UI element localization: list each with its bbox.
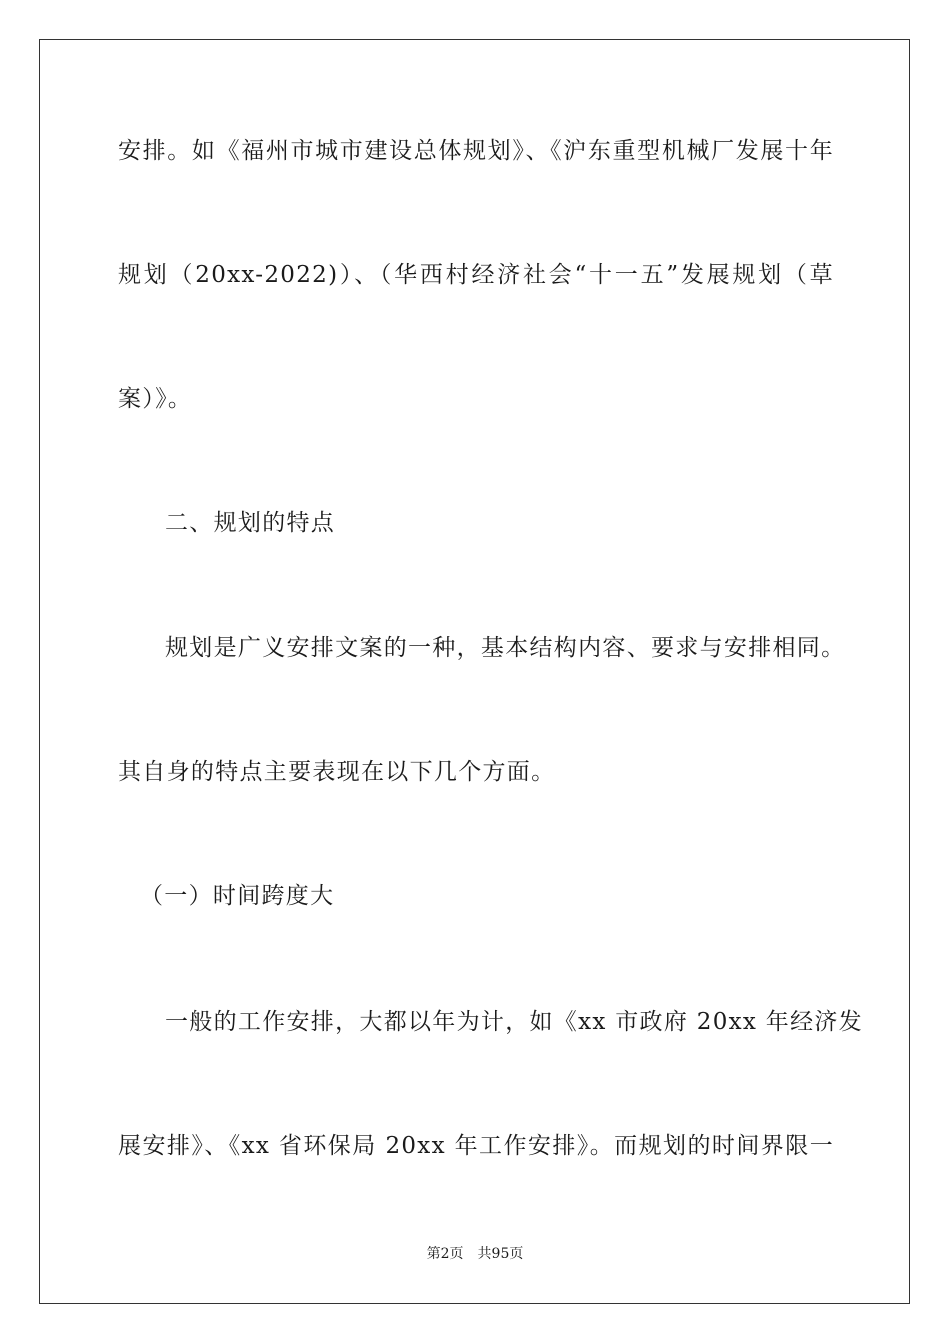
body-line-1: 安排。如《福州市城市建设总体规划》、《沪东重型机械厂发展十年 [118, 138, 834, 164]
body-line-6: 其自身的特点主要表现在以下几个方面。 [118, 759, 556, 785]
body-line-5: 规划是广义安排文案的一种，基本结构内容、要求与安排相同。 [165, 635, 846, 661]
page-footer [0, 1244, 950, 1264]
body-line-9: 展安排》、《xx 省环保局 20xx 年工作安排》。而规划的时间界限一 [118, 1133, 834, 1159]
page-border [39, 39, 910, 1304]
subsection-heading: （一）时间跨度大 [140, 883, 335, 909]
section-heading: 二、规划的特点 [165, 510, 336, 536]
body-line-8: 一般的工作安排，大都以年为计，如《xx 市政府 20xx 年经济发 [165, 1009, 863, 1035]
page-number: 第2页 [426, 1246, 464, 1262]
body-line-2: 规划（20xx-2022)）、（华西村经济社会“十一五”发展规划（草 [118, 262, 834, 288]
total-pages: 共95页 [477, 1246, 524, 1262]
body-line-3: 案）》。 [118, 386, 193, 412]
